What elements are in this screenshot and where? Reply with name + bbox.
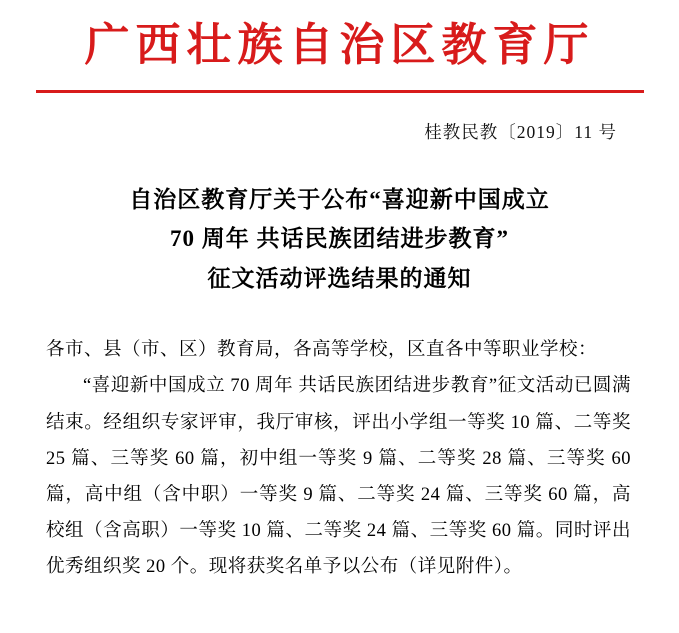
issuing-authority-title: 广西壮族自治区教育厅	[84, 20, 595, 70]
salutation-paragraph: 各市、县（市、区）教育局，各高等学校，区直各中等职业学校：	[46, 340, 598, 361]
masthead-divider	[36, 90, 644, 93]
body-paragraph-1: “喜迎新中国成立 70 周年 共话民族团结进步教育”征文活动已圆满结束。经组织专家评审，我厅审核，评出小学组一等奖 10 篇、二等奖 25 篇、三等奖 60 篇，初中组一等奖 9 篇、二等奖 28 篇、三等奖 60 篇，高中组（含中职）一等奖 9 篇、二等奖 24 篇、三等奖 60 篇，高校组（含高职）一等奖 10 篇、二等奖 24 篇、三等奖 60 篇。同时评出优秀组织奖 20 个。现将获奖名单予以公布（详见附件）。	[46, 376, 631, 577]
masthead	[0, 0, 679, 72]
page-title	[0, 180, 679, 299]
page-title-line-2: 70 周年 共话民族团结进步教育”	[170, 226, 509, 252]
page-title-line-3: 征文活动评选结果的通知	[207, 265, 472, 291]
document-body	[0, 332, 679, 584]
document-number: 桂教民教〔2019〕11 号	[424, 121, 617, 142]
page-title-line-1: 自治区教育厅关于公布“喜迎新中国成立	[129, 186, 550, 212]
